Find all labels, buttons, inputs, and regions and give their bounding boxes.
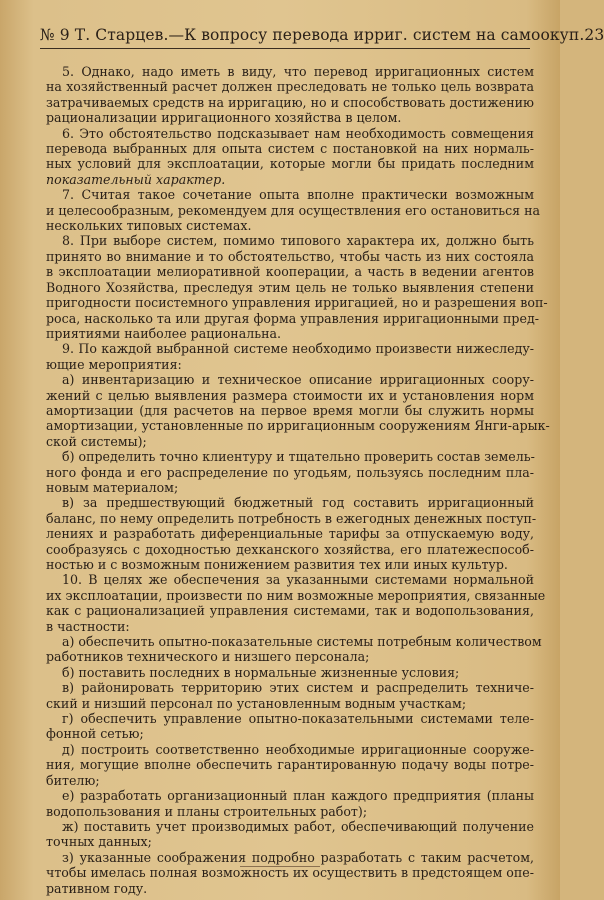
text-line: амортизации, установленные по ирригационным сооружениям Янги-арык- bbox=[46, 418, 550, 434]
text-line: 8. При выборе систем, помимо типового характера их, должно быть bbox=[62, 233, 534, 249]
text-line: Водного Хозяйства, преследуя этим цель не только выявления степени bbox=[46, 279, 534, 295]
text-line: ративном году. bbox=[46, 880, 148, 896]
text-line: ностью и с возможным понижением развития тех или иных культур. bbox=[46, 557, 508, 572]
text-line: в) за предшествующий бюджетный год составить ирригационный bbox=[62, 495, 534, 511]
text-line: в) районировать территорию этих систем и распределить техниче- bbox=[62, 680, 534, 696]
body-text bbox=[46, 64, 550, 896]
text-line: з) указанные соображения подробно разработать с таким расчетом, bbox=[62, 849, 534, 865]
text-line: ющие мероприятия: bbox=[46, 356, 182, 372]
text-line: чтобы имелась полная возможность их осуществить в предстоящем опе- bbox=[46, 865, 534, 881]
page-number: 23 bbox=[584, 26, 604, 44]
text-line: роса, насколько та или другая форма управления ирригационными пред- bbox=[46, 310, 539, 326]
text-line: сообразуясь с доходностью дехканского хозяйства, его платежеспособ- bbox=[46, 541, 534, 557]
text-line: приятиями наиболее рациональна. bbox=[46, 325, 281, 341]
text-line: нескольких типовых системах. bbox=[46, 218, 252, 234]
text-line: ской системы); bbox=[46, 433, 147, 449]
text-line: рационализации ирригационного хозяйства в целом. bbox=[46, 110, 402, 126]
text-line: лениях и разработать диференциальные тарифы за отпускаемую воду, bbox=[46, 526, 534, 542]
text-line: 7. Считая такое сочетание опыта вполне практически возможным bbox=[62, 187, 534, 203]
running-header bbox=[40, 26, 604, 44]
text-line: 6. Это обстоятельство подсказывает нам необходимость совмещения bbox=[62, 125, 534, 141]
text-line: пригодности посистемного управления ирригацией, но и разрешения воп- bbox=[46, 295, 548, 311]
text-line: принято во внимание и то обстоятельство, чтобы часть из них состояла bbox=[46, 248, 534, 264]
text-line: 10. В целях же обеспечения за указанными системами нормальной bbox=[62, 572, 534, 588]
text-line: перевода выбранных для опыта систем с постановкой на них нормаль- bbox=[46, 141, 534, 157]
footer-rule bbox=[240, 866, 320, 867]
text-line: д) построить соответственно необходимые ирригационные сооруже- bbox=[62, 741, 534, 757]
text-line: б) определить точно клиентуру и тщательно проверить состав земель- bbox=[62, 449, 535, 465]
text-line: жений с целью выявления размера стоимости их и установления норм bbox=[46, 387, 534, 403]
text-line: ж) поставить учет производимых работ, обеспечивающий получение bbox=[62, 818, 534, 834]
text-line: их эксплоатации, произвести по ним возможные мероприятия, связанные bbox=[46, 587, 546, 603]
text-line: водопользования и планы строительных работ); bbox=[46, 803, 368, 819]
text-line: на хозяйственный расчет должен преследовать не только цель возврата bbox=[46, 79, 534, 95]
text-line: показательный характер. bbox=[46, 171, 226, 187]
text-line: а) инвентаризацию и техническое описание ирригационных соору- bbox=[62, 372, 534, 388]
text-line: амортизации (для расчетов на первое время могли бы служить нормы bbox=[46, 402, 534, 418]
text-line: фонной сетью; bbox=[46, 726, 144, 742]
text-line: в частности: bbox=[46, 618, 130, 634]
article-title: Т. Старцев.—К вопросу перевода ирриг. систем на самоокуп. bbox=[74, 26, 585, 44]
text-line: ных условий для эксплоатации, которые могли бы придать последним bbox=[46, 156, 534, 172]
text-line: новым материалом; bbox=[46, 479, 179, 495]
header-rule bbox=[40, 48, 530, 49]
running-header-title bbox=[40, 26, 584, 44]
text-line: работников технического и низшего персонала; bbox=[46, 649, 370, 665]
issue-number: № 9 bbox=[40, 26, 70, 44]
text-line: как с рационализацией управления системами, так и водопользования, bbox=[46, 603, 534, 619]
text-line: затрачиваемых средств на ирригацию, но и способствовать достижению bbox=[46, 94, 534, 110]
text-line: в эксплоатации мелиоративной кооперации, а часть в ведении агентов bbox=[46, 264, 534, 280]
text-line: б) поставить последних в нормальные жизненные условия; bbox=[62, 664, 460, 680]
text-line: г) обеспечить управление опытно-показательными системами теле- bbox=[62, 711, 534, 727]
text-line: е) разработать организационный план каждого предприятия (планы bbox=[62, 788, 534, 804]
text-line: бителю; bbox=[46, 772, 100, 788]
text-line: ния, могущие вполне обеспечить гарантированную подачу воды потре- bbox=[46, 757, 534, 773]
text-line: а) обеспечить опытно-показательные системы потребным количеством bbox=[62, 634, 542, 650]
text-line: точных данных; bbox=[46, 834, 152, 850]
text-line: и целесообразным, рекомендуем для осуществления его остановиться на bbox=[46, 202, 541, 218]
text-line: 9. По каждой выбранной системе необходимо произвести нижеследу- bbox=[62, 341, 534, 357]
text-line: ский и низший персонал по установленным водным участкам; bbox=[46, 695, 467, 711]
text-line: ного фонда и его распределение по угодьям, пользуясь последним пла- bbox=[46, 464, 534, 480]
text-line: 5. Однако, надо иметь в виду, что перевод ирригационных систем bbox=[62, 64, 534, 79]
text-line: баланс, по нему определить потребность в ежегодных денежных поступ- bbox=[46, 510, 537, 526]
